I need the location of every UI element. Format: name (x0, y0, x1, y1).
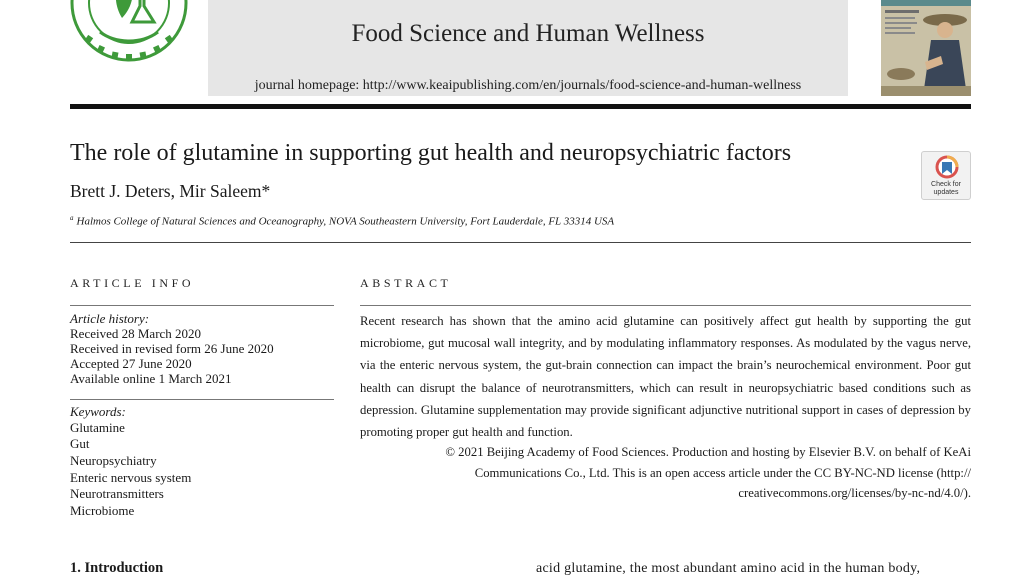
badge-label-line-2: updates (933, 189, 959, 196)
badge-label-line-1: Check for (931, 181, 961, 188)
crossmark-icon (935, 155, 959, 181)
keywords-rule (70, 399, 334, 400)
keyword-item: Glutamine (70, 420, 125, 435)
journal-logo (70, 0, 188, 66)
copyright-line: © 2021 Beijing Academy of Food Sciences. Production and hosting by Elsevier B.V. on behalf of KeAi (445, 445, 971, 459)
copyright-line[interactable]: Communications Co., Ltd. This is an open access article under the CC BY-NC-ND license (http:// (474, 465, 971, 480)
journal-homepage-link[interactable]: journal homepage: http://www.keaipublishing.com/en/journals/food-science-and-human-wellness (254, 78, 802, 93)
article-info-rule (70, 305, 334, 306)
history-online: Available online 1 March 2021 (70, 371, 232, 386)
header-rule (70, 104, 971, 109)
keyword-item: Gut (70, 436, 90, 451)
check-for-updates-label (922, 181, 970, 197)
keyword-item: Neurotransmitters (70, 486, 164, 501)
affiliation-marker: a (70, 214, 74, 222)
history-received: Received 28 March 2020 (70, 326, 202, 341)
keyword-item: Enteric nervous system (70, 470, 192, 485)
check-for-updates-button[interactable] (921, 151, 971, 200)
journal-cover-thumbnail (881, 0, 971, 96)
history-label: Article history: (70, 311, 150, 326)
introduction-heading: 1. Introduction (70, 560, 164, 576)
journal-name: Food Science and Human Wellness (351, 20, 705, 47)
copyright-notice (360, 442, 971, 504)
article-info-heading: ARTICLE INFO (70, 276, 195, 290)
article-title: The role of glutamine in supporting gut health and neuropsychiatric factors (70, 140, 792, 166)
history-accepted: Accepted 27 June 2020 (70, 356, 192, 371)
cover-image-icon (881, 0, 971, 96)
affiliation-text: Halmos College of Natural Sciences and Oceanography, NOVA Southeastern University, Fort Lauderdale, FL 33314 USA (76, 215, 615, 228)
academy-seal-icon (70, 0, 188, 66)
article-authors[interactable]: Brett J. Deters, Mir Saleem* (70, 181, 271, 201)
history-revised: Received in revised form 26 June 2020 (70, 341, 274, 356)
abstract-text: Recent research has shown that the amino acid glutamine can positively affect gut health by supporting the gut microbiome, gut mucosal wall integrity, and by modulating inflammatory responses. As modulated by the vagus nerve, via the enteric nervous system, the gut-brain connection can impact the brain’s neurochemical environment. Poor gut health can disrupt the balance of neurotransmitters, which can result in neuropsychiatric based conditions such as depression. Glutamine supplementation may provide significant adjunctive nutritional support in cases of depression by promoting proper gut health and function. (360, 314, 971, 440)
abstract-heading: ABSTRACT (360, 276, 452, 290)
license-link[interactable]: creativecommons.org/licenses/by-nc-nd/4.0/). (738, 486, 971, 500)
keywords-label: Keywords: (70, 404, 126, 419)
abstract-rule (360, 305, 971, 306)
keyword-item: Neuropsychiatry (70, 453, 157, 468)
introduction-text: acid glutamine, the most abundant amino acid in the human body, (536, 561, 921, 576)
author-affiliation (70, 214, 614, 228)
title-rule (70, 242, 971, 243)
keyword-item: Microbiome (70, 503, 135, 518)
